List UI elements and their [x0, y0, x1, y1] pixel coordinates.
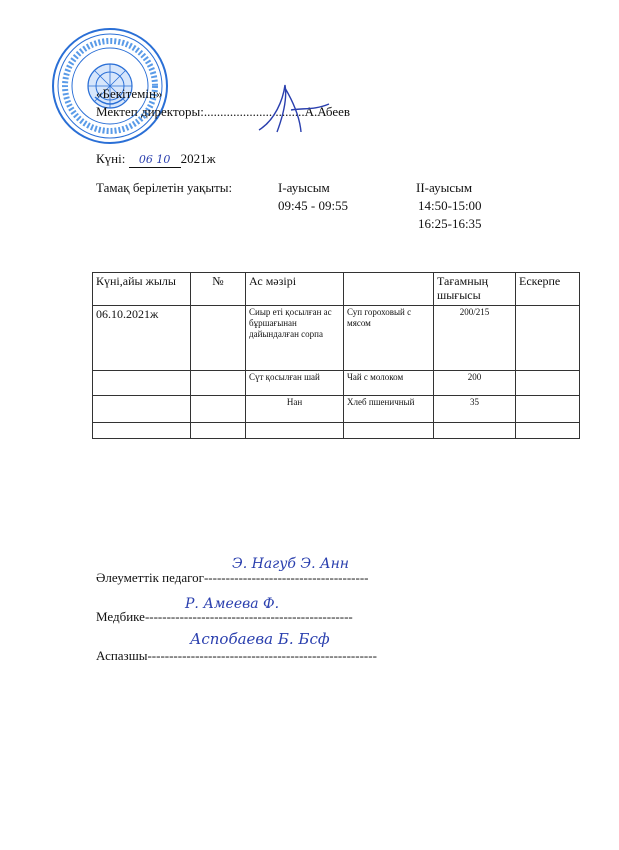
date-year: 2021ж	[180, 151, 216, 166]
director-signature	[255, 80, 335, 135]
cell-output: 35	[434, 396, 516, 423]
director-label: Мектеп директоры:	[96, 104, 204, 119]
signature-handwritten-2: Р. Амеева Ф.	[185, 596, 280, 612]
shift2-label: II-ауысым	[416, 180, 473, 195]
signature-label: Медбике	[96, 609, 145, 624]
signature-handwritten-3: Аспобаева Б. Бсф	[190, 630, 330, 648]
cell-number	[191, 423, 246, 439]
cell-dish-kz: Нан	[246, 396, 344, 423]
shift2-time-2: 16:25-16:35	[418, 216, 482, 231]
director-dots: ...............................	[203, 104, 305, 119]
cell-dish-ru: Чай с молоком	[344, 371, 434, 396]
cell-dish-ru: Хлеб пшеничный	[344, 396, 434, 423]
signature-dashes: -----------------------------------------------------	[147, 648, 377, 663]
date-line	[96, 151, 216, 168]
signature-cook	[96, 648, 377, 664]
cell-dish-ru: Суп гороховый с мясом	[344, 306, 434, 371]
signature-social-pedagog	[96, 570, 368, 586]
header-note: Ескерпе	[516, 273, 580, 306]
approval-title: «Бекітемін»	[96, 86, 163, 101]
signature-handwritten-1: Э. Нагуб Э. Анн	[232, 556, 350, 572]
header-date: Күні,айы жылы	[93, 273, 191, 306]
cell-output: 200/215	[434, 306, 516, 371]
signature-label: Аспазшы	[96, 648, 148, 663]
cell-number	[191, 396, 246, 423]
cell-number	[191, 306, 246, 371]
cell-note	[516, 371, 580, 396]
shift1-label: I-ауысым	[278, 180, 330, 195]
cell-note	[516, 396, 580, 423]
cell-dish-kz: Сиыр еті қосылған ас бұршағынан дайындалған сорпа	[246, 306, 344, 371]
cell-output	[434, 423, 516, 439]
table-row	[93, 371, 580, 396]
date-label: Күні:	[96, 151, 126, 166]
header-number: №	[191, 273, 246, 306]
shift1-time: 09:45 - 09:55	[278, 198, 349, 213]
cell-date	[93, 371, 191, 396]
director-name: А.Абеев	[304, 104, 351, 119]
table-row	[93, 423, 580, 439]
header-menu: Ас мәзірі	[246, 273, 344, 306]
cell-dish-kz: Сүт қосылған шай	[246, 371, 344, 396]
signature-label: Әлеуметтік педагог	[96, 570, 204, 585]
cell-date	[93, 396, 191, 423]
header-output: Тағамның шығысы	[434, 273, 516, 306]
cell-date: 06.10.2021ж	[93, 306, 191, 371]
cell-dish-ru	[344, 423, 434, 439]
table-row	[93, 306, 580, 371]
menu-table	[92, 272, 580, 439]
cell-number	[191, 371, 246, 396]
table-header-row	[93, 273, 580, 306]
header-blank	[344, 273, 434, 306]
shift2-time-1: 14:50-15:00	[418, 198, 482, 213]
schedule-label: Тамақ берілетін уақыты:	[96, 180, 233, 195]
signature-dashes: --------------------------------------	[203, 570, 369, 585]
cell-dish-kz	[246, 423, 344, 439]
date-handwritten: 06 10	[129, 151, 181, 168]
signature-dashes: ------------------------------------------------	[144, 609, 353, 624]
cell-output: 200	[434, 371, 516, 396]
cell-date	[93, 423, 191, 439]
cell-note	[516, 423, 580, 439]
table-row	[93, 396, 580, 423]
cell-note	[516, 306, 580, 371]
